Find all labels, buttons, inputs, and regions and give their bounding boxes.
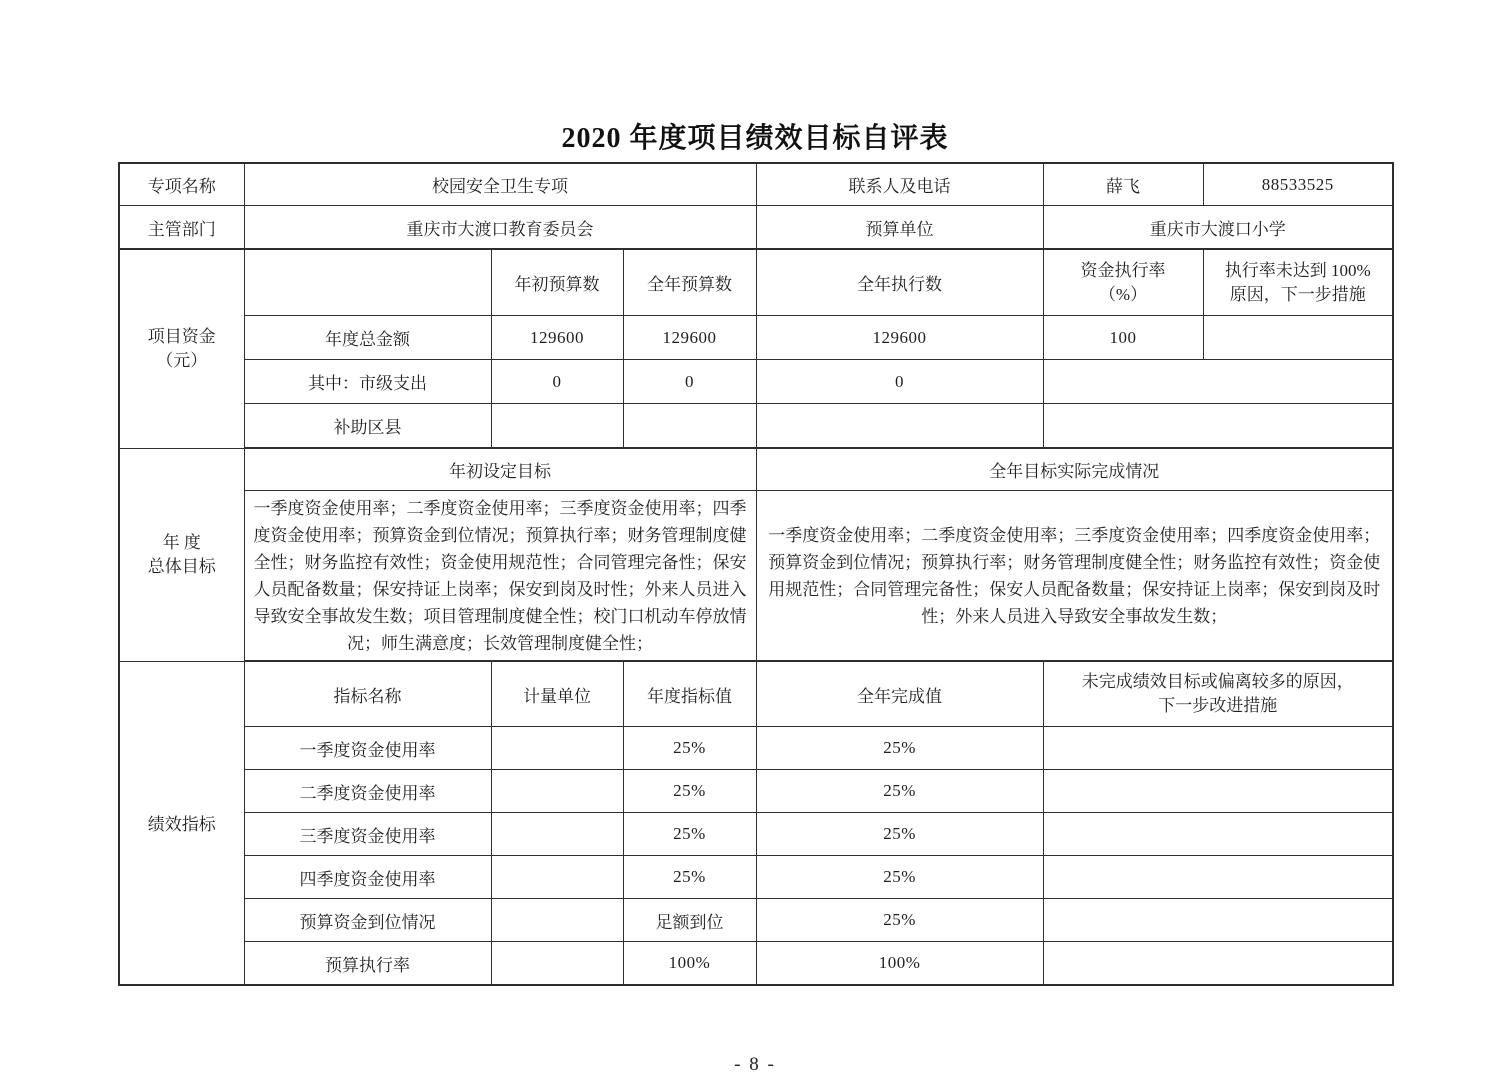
row-department <box>119 206 1393 250</box>
indicator-actual: 25% <box>756 813 1043 856</box>
execution-reason-line1: 执行率未达到 100% <box>1224 260 1371 280</box>
section-label-indicators: 绩效指标 <box>119 661 244 985</box>
row-indicators-header <box>119 661 1393 727</box>
label-project-name: 专项名称 <box>119 163 244 206</box>
value-contact-phone: 88533525 <box>1203 163 1393 206</box>
indicator-reason-line1: 未完成绩效目标或偏离较多的原因， <box>1081 672 1354 691</box>
header-indicator-target: 年度指标值 <box>623 661 756 727</box>
label-contact: 联系人及电话 <box>756 163 1043 206</box>
indicator-row-execution-rate <box>119 942 1393 986</box>
header-indicator-unit: 计量单位 <box>491 661 623 727</box>
header-initial-budget: 年初预算数 <box>491 249 623 316</box>
label-department: 主管部门 <box>119 206 244 250</box>
value-budget-unit: 重庆市大渡口小学 <box>1043 206 1393 250</box>
indicator-name: 二季度资金使用率 <box>244 770 491 813</box>
indicator-unit <box>491 942 623 986</box>
indicator-actual: 100% <box>756 942 1043 986</box>
funds-district-label: 补助区县 <box>244 404 491 449</box>
planned-goals-text: 一季度资金使用率；二季度资金使用率；三季度资金使用率；四季度资金使用率；预算资金到位情况；预算执行率；财务管理制度健全性；财务监控有效性；资金使用规范性；合同管理完备性；保安人员配备数量；保安持证上岗率；保安到岗及时性；外来人员进入导致安全事故发生数；项目管理制度健全性；校门口机动车停放情况；师生满意度；长效管理制度健全性； <box>244 491 756 662</box>
funds-municipal-remark <box>1043 360 1393 404</box>
row-funds-district <box>119 404 1393 449</box>
value-project-name: 校园安全卫生专项 <box>244 163 756 206</box>
funds-total-reason <box>1203 316 1393 360</box>
row-goals-content <box>119 491 1393 662</box>
indicator-reason-line2: 下一步改进措施 <box>1158 696 1278 715</box>
funds-municipal-initial: 0 <box>491 360 623 404</box>
row-goals-header <box>119 448 1393 491</box>
indicator-actual: 25% <box>756 899 1043 942</box>
indicator-reason <box>1043 899 1393 942</box>
indicator-reason <box>1043 770 1393 813</box>
header-actual-goals: 全年目标实际完成情况 <box>756 448 1393 491</box>
funds-district-annual <box>623 404 756 449</box>
indicator-unit <box>491 813 623 856</box>
execution-rate-line2: （%） <box>1098 284 1148 304</box>
indicator-unit <box>491 770 623 813</box>
indicator-target: 足额到位 <box>623 899 756 942</box>
indicator-actual: 25% <box>756 727 1043 770</box>
indicator-reason <box>1043 813 1393 856</box>
header-indicator-name: 指标名称 <box>244 661 491 727</box>
actual-goals-text: 一季度资金使用率；二季度资金使用率；三季度资金使用率；四季度资金使用率；预算资金到位情况；预算执行率；财务管理制度健全性；财务监控有效性；资金使用规范性；合同管理完备性；保安人员配备数量；保安持证上岗率；保安到岗及时性；外来人员进入导致安全事故发生数； <box>756 491 1393 662</box>
funds-municipal-label: 其中：市级支出 <box>244 360 491 404</box>
header-annual-execution: 全年执行数 <box>756 249 1043 316</box>
indicator-unit <box>491 856 623 899</box>
indicator-reason <box>1043 856 1393 899</box>
indicator-row-budget-availability <box>119 899 1393 942</box>
page-title: 2020 年度项目绩效目标自评表 <box>561 123 949 154</box>
header-annual-budget: 全年预算数 <box>623 249 756 316</box>
label-budget-unit: 预算单位 <box>756 206 1043 250</box>
funds-district-execution <box>756 404 1043 449</box>
indicator-row-q1 <box>119 727 1393 770</box>
funds-district-remark <box>1043 404 1393 449</box>
row-funds-municipal <box>119 360 1393 404</box>
execution-reason-line2: 原因，下一步措施 <box>1229 284 1366 304</box>
execution-rate-line1: 资金执行率 <box>1080 260 1166 280</box>
funds-municipal-execution: 0 <box>756 360 1043 404</box>
indicator-target: 25% <box>623 856 756 899</box>
indicator-reason <box>1043 727 1393 770</box>
indicator-row-q3 <box>119 813 1393 856</box>
row-funds-total <box>119 316 1393 360</box>
section-label-funds <box>119 249 244 448</box>
indicator-name: 四季度资金使用率 <box>244 856 491 899</box>
header-execution-reason <box>1203 249 1393 316</box>
funds-total-rate: 100 <box>1043 316 1203 360</box>
funds-total-annual: 129600 <box>623 316 756 360</box>
funds-total-label: 年度总金额 <box>244 316 491 360</box>
header-execution-rate <box>1043 249 1203 316</box>
indicator-unit <box>491 727 623 770</box>
indicator-target: 25% <box>623 813 756 856</box>
value-contact-name: 薛飞 <box>1043 163 1203 206</box>
indicator-reason <box>1043 942 1393 986</box>
indicator-target: 25% <box>623 727 756 770</box>
row-funds-header <box>119 249 1393 316</box>
funds-district-initial <box>491 404 623 449</box>
header-indicator-actual: 全年完成值 <box>756 661 1043 727</box>
goals-label-line1: 年 度 <box>162 532 201 552</box>
funds-label-line1: 项目资金 <box>147 326 216 346</box>
funds-label-line2: （元） <box>156 350 208 370</box>
cell-empty <box>244 249 491 316</box>
header-indicator-reason <box>1043 661 1393 727</box>
indicator-name: 三季度资金使用率 <box>244 813 491 856</box>
section-label-annual-goals <box>119 448 244 661</box>
row-project-name <box>119 163 1393 206</box>
value-department: 重庆市大渡口教育委员会 <box>244 206 756 250</box>
indicator-target: 25% <box>623 770 756 813</box>
funds-municipal-annual: 0 <box>623 360 756 404</box>
indicator-row-q2 <box>119 770 1393 813</box>
indicator-actual: 25% <box>756 856 1043 899</box>
indicator-target: 100% <box>623 942 756 986</box>
self-evaluation-table <box>118 162 1394 986</box>
header-planned-goals: 年初设定目标 <box>244 448 756 491</box>
indicator-actual: 25% <box>756 770 1043 813</box>
indicator-name: 预算资金到位情况 <box>244 899 491 942</box>
page-number: - 8 - <box>734 1054 776 1075</box>
goals-label-line2: 总体目标 <box>147 556 216 576</box>
indicator-unit <box>491 899 623 942</box>
indicator-name: 预算执行率 <box>244 942 491 986</box>
indicator-row-q4 <box>119 856 1393 899</box>
indicator-name: 一季度资金使用率 <box>244 727 491 770</box>
funds-total-initial: 129600 <box>491 316 623 360</box>
funds-total-execution: 129600 <box>756 316 1043 360</box>
